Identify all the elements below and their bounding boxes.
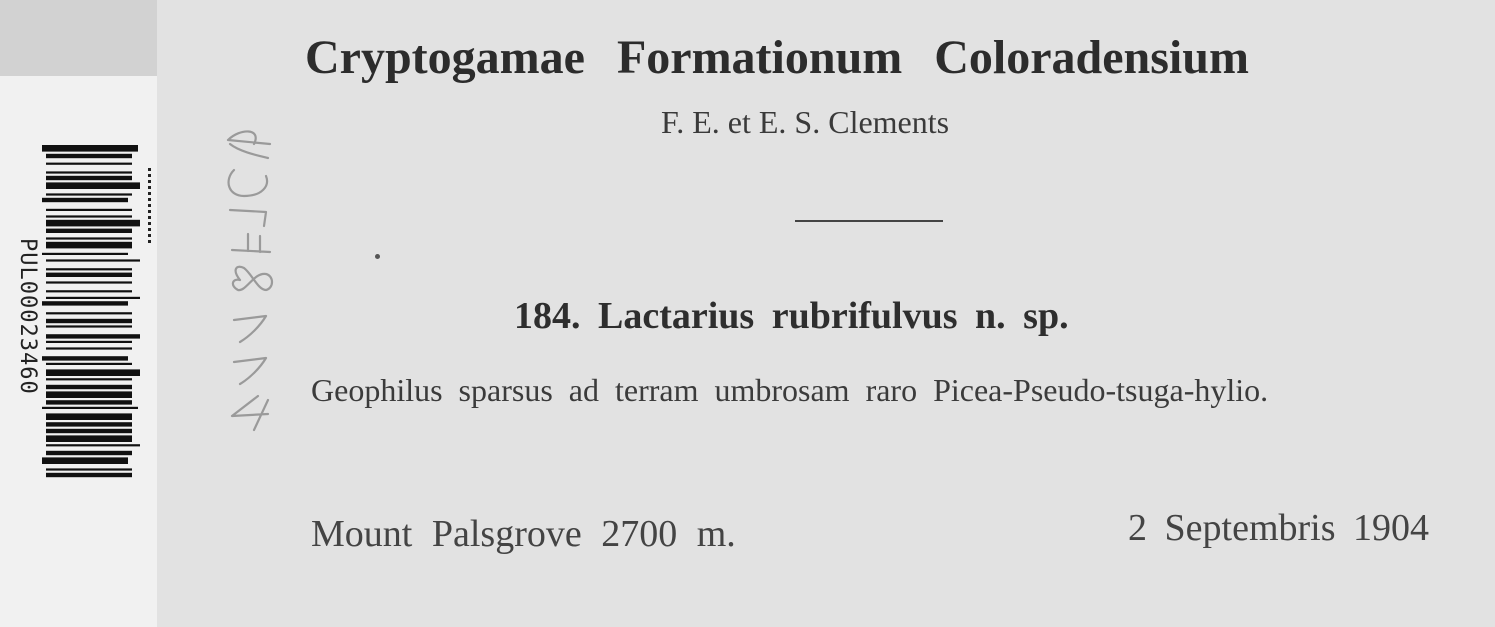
barcode-bar xyxy=(46,378,132,380)
barcode-bar xyxy=(46,363,132,365)
barcode-bar xyxy=(46,163,132,165)
species-number: 184. xyxy=(514,295,581,337)
handwritten-annotation xyxy=(210,130,290,440)
barcode-bar xyxy=(46,319,132,323)
barcode-bar xyxy=(42,198,128,202)
barcode-bar xyxy=(46,229,132,233)
barcode-bar xyxy=(46,259,140,261)
barcode-bar xyxy=(46,268,132,270)
barcode-bar xyxy=(46,297,140,299)
barcode-number: PUL00023460 xyxy=(15,238,40,395)
barcode-bar xyxy=(46,429,132,433)
barcode-bar xyxy=(46,215,132,217)
collection-date: 2 Septembris 1904 xyxy=(1128,507,1429,549)
barcode-bar xyxy=(46,193,132,195)
barcode-bar xyxy=(46,242,132,249)
barcode-bar xyxy=(46,209,132,211)
barcode-bar xyxy=(42,145,138,152)
barcode-bar xyxy=(46,413,132,420)
barcode-bar xyxy=(46,468,132,470)
barcode-bar xyxy=(46,391,132,398)
barcode-bar xyxy=(46,220,140,227)
barcode-bar xyxy=(46,451,132,455)
barcode-bar xyxy=(46,435,132,442)
barcode-bar xyxy=(46,171,132,173)
label-authors: F. E. et E. S. Clements xyxy=(661,104,950,140)
barcode-bar xyxy=(42,356,128,360)
barcode-bar xyxy=(46,182,140,189)
barcode-bar xyxy=(46,281,132,283)
barcode-bar xyxy=(42,253,128,255)
habitat-description: Geophilus sparsus ad terram umbrosam raro Picea-Pseudo-tsuga-hylio. xyxy=(311,372,1269,408)
barcode-bar xyxy=(46,312,132,314)
barcode-bar xyxy=(46,273,132,277)
barcode-bar xyxy=(46,473,132,477)
barcode-bar xyxy=(46,385,132,389)
paper-speck xyxy=(375,254,380,259)
species-line xyxy=(514,294,1069,338)
barcode-bar xyxy=(46,176,132,180)
label-title: Cryptogamae Formationum Coloradensium xyxy=(305,31,1249,84)
barcode-bar xyxy=(46,400,132,404)
barcode-bar xyxy=(46,422,132,426)
barcode-bar xyxy=(46,341,132,343)
barcode-bar xyxy=(42,301,128,305)
strip-top-area xyxy=(0,0,157,76)
barcode-bar xyxy=(46,154,132,158)
barcode-bar xyxy=(42,407,138,409)
collection-locality: Mount Palsgrove 2700 m. xyxy=(311,513,736,555)
barcode-image xyxy=(40,145,140,537)
barcode-bar xyxy=(46,325,132,327)
barcode-bar xyxy=(46,347,132,349)
barcode-bar xyxy=(42,457,128,464)
barcode-bar xyxy=(46,290,132,292)
barcode-bar xyxy=(46,444,140,446)
barcode-bar xyxy=(46,334,140,338)
barcode-bar xyxy=(46,237,132,239)
perforation-edge xyxy=(148,168,155,243)
species-name: Lactarius rubrifulvus n. sp. xyxy=(598,295,1069,337)
barcode-bar xyxy=(46,369,140,376)
title-divider xyxy=(795,220,943,222)
